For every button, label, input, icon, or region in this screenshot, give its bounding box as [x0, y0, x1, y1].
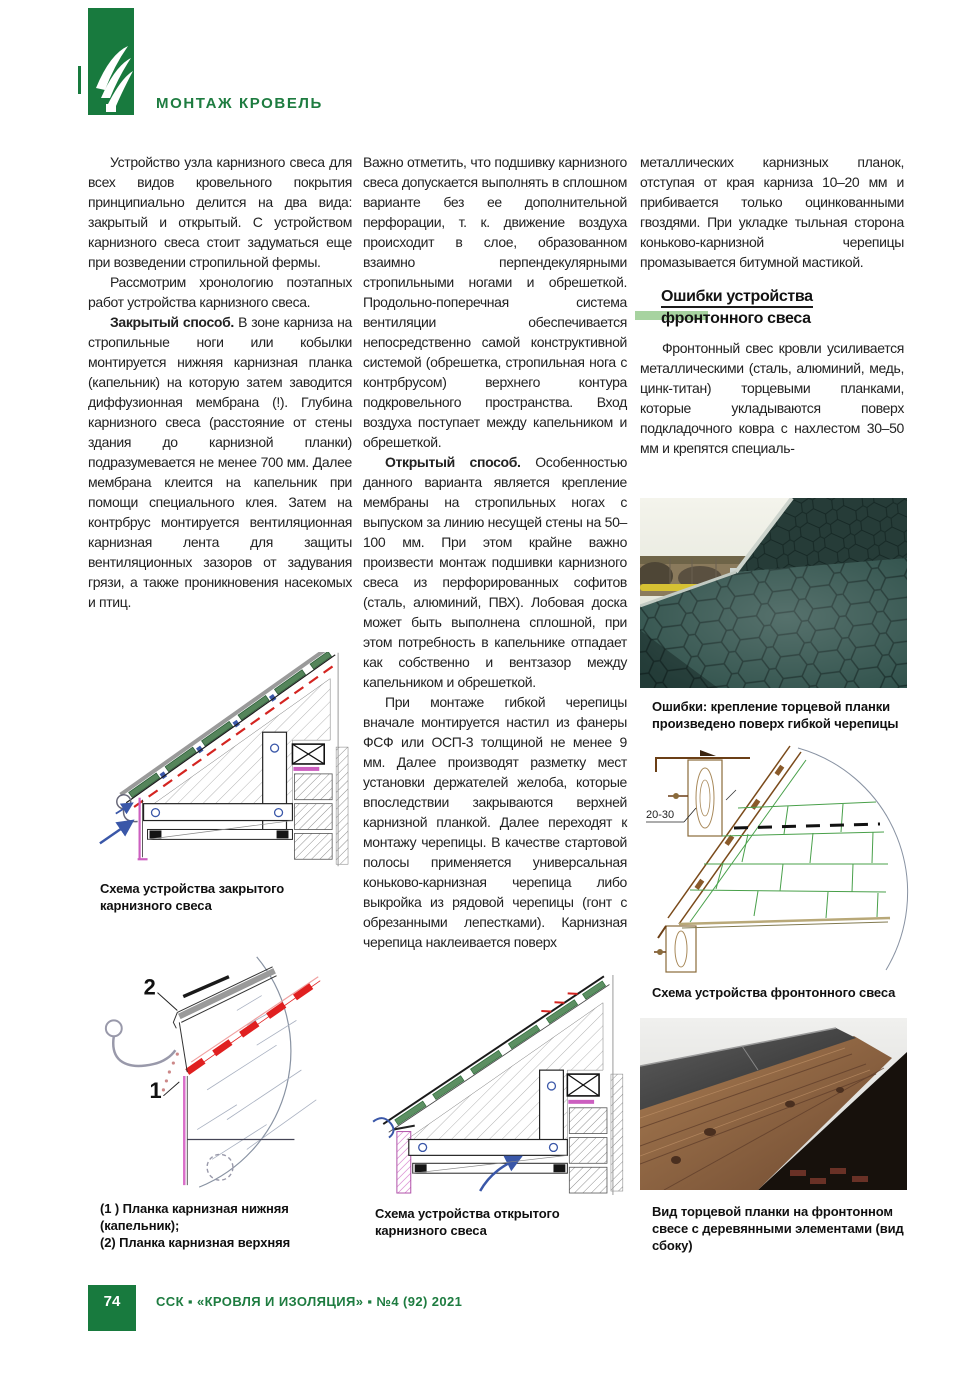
page-bleed-mark: [78, 66, 81, 94]
body-paragraph: Устройство узла карнизного свеса для всех видов кровельного покрытия принципиально делится на два вида: закрытый и открытый. С устройством карнизного свеса стоит задуматься еще при возведении стропильной фермы.: [88, 154, 352, 270]
photo-verge-plank: [640, 1018, 907, 1190]
diagram-closed-eave: [88, 652, 352, 867]
photo-caption: Ошибки: крепление торцевой планки произведено поверх гибкой черепицы: [652, 699, 899, 731]
page-number: 74: [88, 1285, 136, 1331]
diagram-gable-overhang: [638, 742, 910, 974]
body-paragraph: Открытый способ. Особенностью данного варианта является крепление мембраны на стропильных ногах с выпуском за линию несущей стены на 50–100 мм. При этом крайне важно произвести монтаж подшивки карнизного свеса из перфорированных софитов (сталь, алюминий, ПВХ). Лобовая доска может быть выполнена сплошной, при этом потребность в капельнике отпадает как собственно и вентзазор между капельником и обрешеткой.: [363, 454, 627, 690]
text-column-1: [88, 152, 352, 612]
body-paragraph: Важно отметить, что подшивку карнизного свеса допускается выполнять в сплошном варианте без ее дополнительной перфорации, т. к. движение воздуха происходит в слое, образованном взаимно перпендекулярными стропильными ногами и обрешеткой. Продольно-поперечная система вентиляции обеспечивается непосредственно самой конструктивной системой (обрешетка, стропильная нога с контрбрусом) верхнего контура подкровельного пространства. Вход воздуха поступает между капельником и обрешеткой.: [363, 154, 627, 450]
diagram-open-eave: [363, 975, 627, 1195]
publisher-logo: [88, 8, 134, 115]
body-paragraph: металлических карнизных планок, отступая от края карниза 10–20 мм и прибивается только оцинкованными гвоздями. При укладке тыльная сторона коньково-карнизной черепицы промазывается битумной мастикой.: [640, 154, 904, 270]
figure-caption: Схема устройства открытого карнизного свеса: [375, 1206, 560, 1238]
dimension-label: 20-30: [646, 809, 675, 821]
run-in-heading: Закрытый способ.: [110, 314, 234, 330]
detail-label-1: 1: [149, 1077, 162, 1103]
subsection-heading: Ошибки устройства фронтонного свеса: [640, 286, 904, 330]
text-column-3: [640, 152, 904, 458]
detail-label-2: 2: [143, 974, 156, 1000]
body-paragraph: Рассмотрим хронологию поэтапных работ устройства карнизного свеса.: [88, 274, 352, 310]
body-paragraph: Фронтонный свес кровли усиливается металлическими (сталь, алюминий, медь, цинк-титан) торцевыми планками, которые укладываются поверх подкладочного ковра с нахлестом 30–50 мм и крепятся специаль-: [640, 340, 904, 456]
section-title: МОНТАЖ КРОВЕЛЬ: [156, 95, 323, 112]
publisher-logo-icon: [88, 8, 134, 115]
photo-caption: Вид торцевой планки на фронтонном свесе с деревянными элементами (вид сбоку): [652, 1204, 904, 1253]
diagram-eave-detail: [88, 950, 352, 1192]
figure-caption: Схема устройства фронтонного свеса: [652, 985, 896, 1000]
photo-shingle-roof: [640, 498, 907, 688]
figure-caption: Схема устройства закрытого карнизного свеса: [100, 881, 285, 913]
figure-caption: (1 ) Планка карнизная нижняя (капельник); (2) Планка карнизная верхняя: [100, 1201, 291, 1250]
run-in-heading: Открытый способ.: [385, 454, 521, 470]
body-paragraph: При монтаже гибкой черепицы вначале монтируется настил из фанеры ФСФ или ОСП-3 толщиной не менее 9 мм. Далее производят разметку мест установки держателей желоба, которые впоследствии закрываются верхней карнизной планкой. Далее переходят к монтажу черепицы. В качестве стартовой полосы применяется универсальная коньково-карнизная черепица либо выкройка из рядовой черепицы (гонт с обрезанными лепестками). Карнизная черепица наклеивается поверх: [363, 694, 627, 950]
body-paragraph: Закрытый способ. В зоне карниза на стропильные ноги или кобылки монтируется нижняя карнизная планка (капельник) на которую затем заводится диффузионная мембрана (!). Глубина карнизного свеса (расстояние от стены здания до карнизной планки) подразумевается не менее 700 мм. Далее мембрана клеится на капельник при помощи специального клея. Затем на контрбрус монтируется вентиляционная карнизная лента для защиты вентиляционных зазоров от задувания грязи, а также проникновения насекомых и птиц.: [88, 314, 352, 610]
journal-footer-line: ССК ▪ «КРОВЛЯ И ИЗОЛЯЦИЯ» ▪ №4 (92) 2021: [156, 1294, 463, 1309]
text-column-2: [363, 152, 627, 952]
